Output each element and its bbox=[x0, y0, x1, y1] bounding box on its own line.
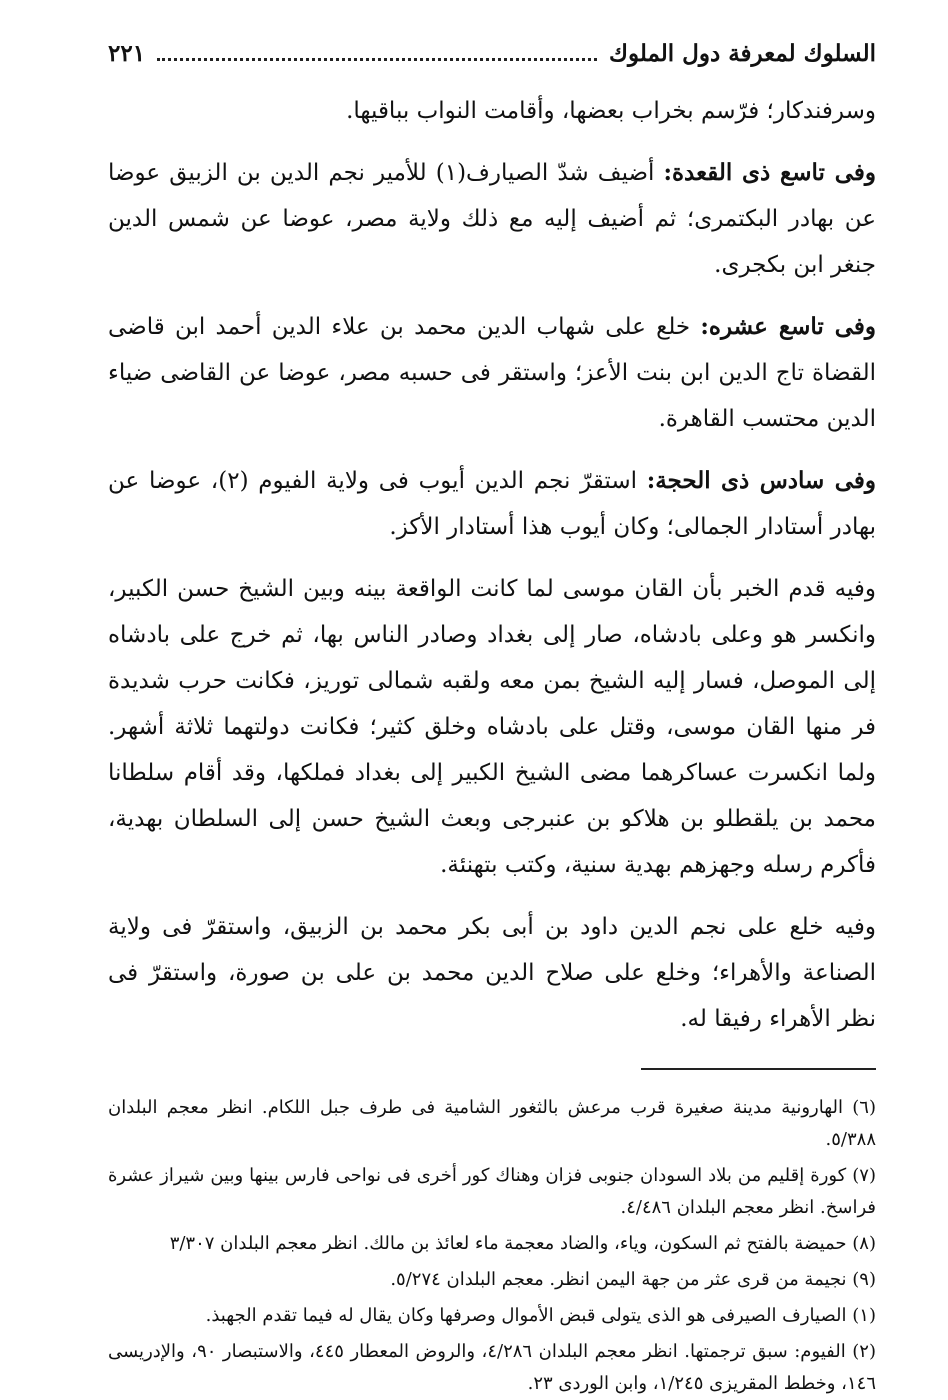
paragraph-6 bbox=[108, 904, 876, 1042]
running-title: السلوك لمعرفة دول الملوك bbox=[608, 40, 876, 67]
paragraph-lead: وفى تاسع عشره: bbox=[700, 313, 876, 340]
footnote-separator bbox=[641, 1068, 876, 1070]
page-number: ٢٢١ bbox=[108, 40, 146, 67]
paragraph-text: خلع على شهاب الدين محمد بن علاء الدين أحمد ابن قاضى القضاة تاج الدين ابن بنت الأعز؛ واستقر فى حسبه مصر، عوضا عن القاضى ضياء الدين محتسب القاهرة. bbox=[108, 314, 876, 432]
paragraph-text: أضيف شدّ الصيارف(١) للأمير نجم الدين بن الزبيق عوضا عن بهادر البكتمرى؛ ثم أضيف إليه مع ذلك ولاية مصر، عوضا عن شمس الدين جنغر ابن بكجرى. bbox=[108, 160, 876, 278]
footnote-9: (٩) نجيمة من قرى عثر من جهة اليمن انظر. معجم البلدان ٥/٢٧٤. bbox=[390, 1269, 876, 1290]
running-header bbox=[108, 40, 876, 88]
paragraph-text: وسرفندكار؛ فرّسم بخراب بعضها، وأقامت النواب بباقيها. bbox=[346, 98, 876, 124]
main-text bbox=[108, 88, 876, 1042]
paragraph-4 bbox=[108, 458, 876, 550]
footnotes bbox=[108, 1092, 876, 1400]
paragraph-2 bbox=[108, 150, 876, 288]
footnote-6: (٦) الهارونية مدينة صغيرة قرب مرعش بالثغور الشامية فى طرف جبل اللكام. انظر معجم البلدان ٥/٣٨٨. bbox=[108, 1097, 876, 1150]
paragraph-5 bbox=[108, 566, 876, 888]
footnote-7: (٧) كورة إقليم من بلاد السودان جنوبى فزان وهناك كور أخرى فى نواحى فارس بينها وبين شيراز عشرة فراسخ. انظر معجم البلدان ٤/٤٨٦. bbox=[108, 1165, 876, 1218]
paragraph-lead: وفى سادس ذى الحجة: bbox=[646, 467, 876, 494]
footnote-2: (٢) الفيوم: سبق ترجمتها. انظر معجم البلدان ٤/٢٨٦، والروض المعطار ٤٤٥، والاستبصار ٩٠، والإدريسى ١٤٦، وخطط المقريزى ١/٢٤٥، وابن الوردى ٢٣. bbox=[108, 1341, 876, 1394]
paragraph-1 bbox=[108, 88, 876, 134]
footnote-1: (١) الصيارف الصيرفى هو الذى يتولى قبض الأموال وصرفها وكان يقال له فيما تقدم الجهبذ. bbox=[205, 1305, 876, 1326]
footnote-8: (٨) حميضة بالفتح ثم السكون، وياء، والضاد معجمة ماء لعائذ بن مالك. انظر معجم البلدان ٣/٣٠٧ bbox=[169, 1233, 876, 1254]
paragraph-text: وفيه قدم الخبر بأن القان موسى لما كانت الواقعة بينه وبين الشيخ حسن الكبير، وانكسر هو وعلى بادشاه، صار إلى بغداد وصادر الناس بها، ثم خرج على بادشاه إلى الموصل، فسار إليه الشيخ بمن معه ولقبه شمالى توريز، فكانت حرب شديدة فر منها القان موسى، وقتل على بادشاه وخلق كثير؛ فكانت دولتهما ثلاثة أشهر. ولما انكسرت عساكرهما مضى الشيخ الكبير إلى بغداد فملكها، وقد أقام سلطانا محمد بن يلقطلو بن هلاكو بن عنبرجى وبعث الشيخ حسن إلى السلطان بهدية، فأكرم رسله وجهزهم بهدية سنية، وكتب بتهنئة. bbox=[108, 576, 876, 878]
paragraph-3 bbox=[108, 304, 876, 442]
header-leader-dots bbox=[157, 48, 597, 61]
paragraph-text: وفيه خلع على نجم الدين داود بن أبى بكر محمد بن الزبيق، واستقرّ فى ولاية الصناعة والأهراء؛ وخلع على صلاح الدين محمد بن على بن صورة، واستقرّ فى نظر الأهراء رفيقا له. bbox=[108, 914, 876, 1032]
paragraph-lead: وفى تاسع ذى القعدة: bbox=[663, 159, 877, 186]
paragraph-text: استقرّ نجم الدين أيوب فى ولاية الفيوم (٢)، عوضا عن بهادر أستادار الجمالى؛ وكان أيوب هذا أستادار الأكز. bbox=[108, 468, 876, 540]
